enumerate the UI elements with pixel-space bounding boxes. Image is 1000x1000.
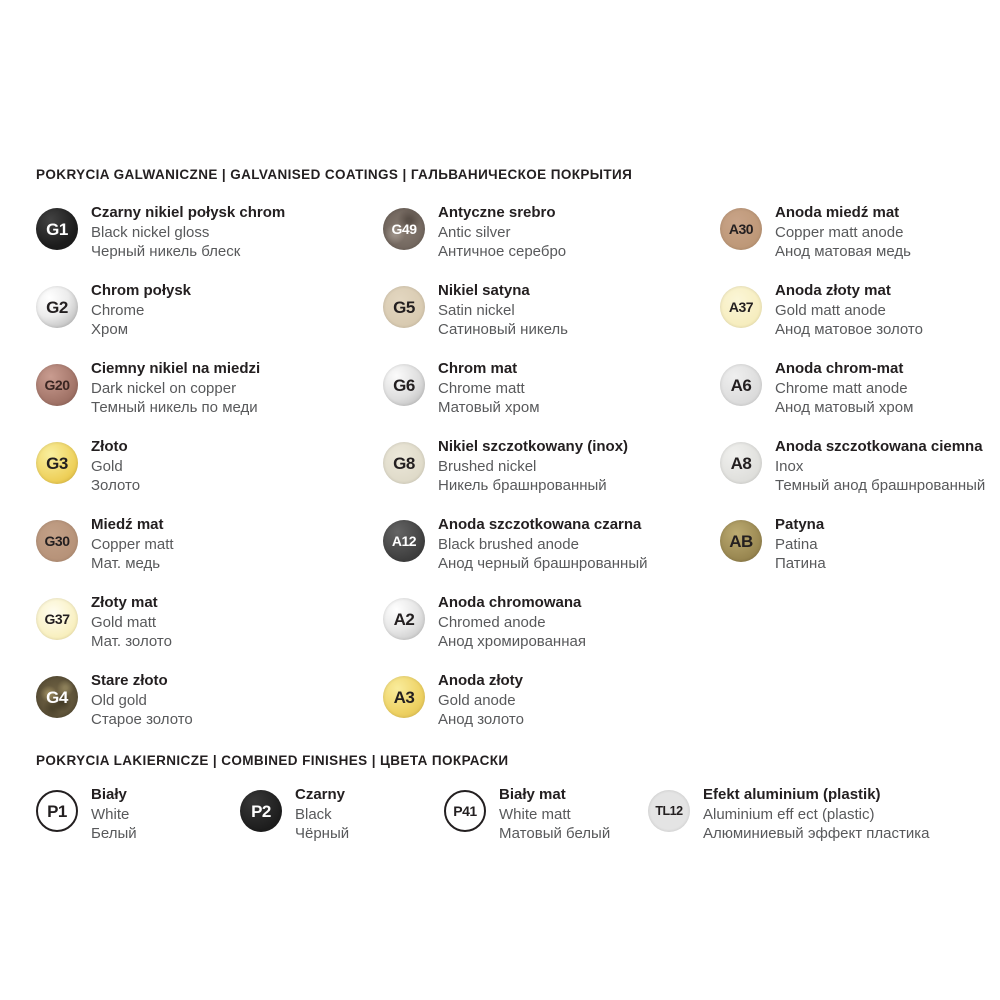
swatch-code-label: G49 — [391, 221, 417, 237]
finish-labels — [703, 784, 929, 844]
finish-name-polish: Biały — [91, 786, 127, 803]
finish-item-a12 — [383, 514, 720, 592]
finish-name-polish: Chrom mat — [438, 360, 518, 377]
swatch-code-label: G8 — [393, 453, 415, 473]
finish-name-polish: Anoda szczotkowana ciemna — [775, 438, 983, 455]
finish-name-english: Patina — [775, 535, 818, 553]
lacquer-row — [36, 784, 929, 844]
finish-name-polish: Anoda chrom-mat — [775, 360, 904, 377]
finish-item-g20 — [36, 358, 383, 436]
finish-item-a3 — [383, 670, 720, 748]
swatch-circle-p2 — [240, 790, 282, 832]
finish-name-russian: Анод золото — [438, 711, 524, 728]
finish-name-english: Aluminium eff ect (plastic) — [703, 805, 875, 823]
finish-labels — [91, 514, 174, 574]
finish-name-english: White — [91, 805, 130, 823]
swatch-circle-g5 — [383, 286, 425, 328]
swatch-code-label: A37 — [728, 299, 754, 315]
swatch-circle-g4 — [36, 676, 78, 718]
finish-item-g2 — [36, 280, 383, 358]
finish-name-russian: Темный никель по меди — [91, 399, 258, 416]
swatch-code-label: G4 — [46, 687, 68, 707]
finish-name-polish: Anoda złoty — [438, 672, 523, 689]
finish-name-english: Satin nickel — [438, 301, 515, 319]
finish-name-polish: Stare złoto — [91, 672, 168, 689]
finish-name-english: Chromed anode — [438, 613, 546, 631]
finish-name-polish: Złoty mat — [91, 594, 158, 611]
finish-name-russian: Никель брашнрованный — [438, 477, 607, 494]
finish-labels — [91, 280, 191, 340]
finish-item-g6 — [383, 358, 720, 436]
finish-name-russian: Алюминиевый эффект пластика — [703, 825, 930, 842]
swatch-code-label: G2 — [46, 297, 68, 317]
finish-name-russian: Анод матовая медь — [775, 243, 911, 260]
finish-name-polish: Nikiel satyna — [438, 282, 530, 299]
swatch-circle-g8 — [383, 442, 425, 484]
swatch-code-label: P2 — [251, 801, 271, 821]
swatch-code-label: G37 — [44, 611, 70, 627]
finish-labels — [295, 784, 349, 844]
swatch-circle-a3 — [383, 676, 425, 718]
finish-item-g3 — [36, 436, 383, 514]
galvanic-column-2 — [383, 202, 720, 748]
swatch-code-label: AB — [729, 531, 753, 551]
finish-item-g8 — [383, 436, 720, 514]
finish-name-russian: Анод матовое золото — [775, 321, 923, 338]
finish-name-russian: Матовый белый — [499, 825, 611, 842]
finish-labels — [438, 280, 568, 340]
finish-item-a37 — [720, 280, 1000, 358]
finish-item-g37 — [36, 592, 383, 670]
galvanic-column-1 — [36, 202, 383, 748]
finish-name-russian: Белый — [91, 825, 137, 842]
swatch-circle-g6 — [383, 364, 425, 406]
swatch-circle-a6 — [720, 364, 762, 406]
finish-name-english: Chrome — [91, 301, 145, 319]
swatch-code-label: G20 — [44, 377, 70, 393]
finish-name-english: Inox — [775, 457, 804, 475]
finish-name-russian: Патина — [775, 555, 826, 572]
finish-item-a8 — [720, 436, 1000, 514]
finish-name-polish: Anoda miedź mat — [775, 204, 900, 221]
finish-name-russian: Анод черный брашнрованный — [438, 555, 648, 572]
finish-labels — [91, 592, 172, 652]
finish-name-polish: Czarny — [295, 786, 346, 803]
swatch-code-label: P41 — [453, 803, 477, 819]
finish-name-russian: Анод матовый хром — [775, 399, 914, 416]
swatch-code-label: TL12 — [655, 803, 683, 818]
swatch-circle-g3 — [36, 442, 78, 484]
swatch-code-label: A30 — [728, 221, 754, 237]
finish-name-polish: Efekt aluminium (plastik) — [703, 786, 881, 803]
finish-name-russian: Золото — [91, 477, 141, 494]
finish-name-english: Dark nickel on copper — [91, 379, 237, 397]
finish-labels — [775, 514, 826, 574]
finish-name-english: Black brushed anode — [438, 535, 579, 553]
finish-name-polish: Patyna — [775, 516, 825, 533]
swatch-circle-g20 — [36, 364, 78, 406]
swatch-circle-ab — [720, 520, 762, 562]
finish-labels — [91, 358, 260, 418]
finish-item-p2 — [240, 784, 444, 844]
swatch-circle-a8 — [720, 442, 762, 484]
swatch-circle-a37 — [720, 286, 762, 328]
swatch-code-label: P1 — [47, 801, 67, 821]
finish-labels — [438, 202, 566, 262]
galvanic-finishes-grid — [36, 202, 1000, 748]
galvanic-column-3 — [720, 202, 1000, 748]
swatch-code-label: A6 — [730, 375, 752, 395]
finish-name-english: Chrome matt — [438, 379, 525, 397]
swatch-code-label: A3 — [393, 687, 415, 707]
swatch-code-label: G3 — [46, 453, 68, 473]
finish-labels — [775, 202, 911, 262]
finish-name-polish: Biały mat — [499, 786, 566, 803]
finish-name-polish: Anoda chromowana — [438, 594, 582, 611]
finish-name-english: Gold matt anode — [775, 301, 886, 319]
finish-item-g5 — [383, 280, 720, 358]
finish-item-g4 — [36, 670, 383, 748]
finish-item-g1 — [36, 202, 383, 280]
finish-item-p1 — [36, 784, 240, 844]
swatch-circle-g37 — [36, 598, 78, 640]
finish-name-russian: Черный никель блеск — [91, 243, 241, 260]
finish-name-english: Copper matt — [91, 535, 174, 553]
finish-name-russian: Мат. медь — [91, 555, 161, 572]
finish-labels — [91, 670, 193, 730]
swatch-circle-p1 — [36, 790, 78, 832]
swatch-circle-tl12 — [648, 790, 690, 832]
finish-labels — [438, 592, 586, 652]
finish-labels — [91, 202, 285, 262]
finish-name-english: Gold anode — [438, 691, 516, 709]
finish-name-english: Black nickel gloss — [91, 223, 210, 241]
finish-labels — [438, 358, 540, 418]
swatch-circle-p41 — [444, 790, 486, 832]
finish-item-g30 — [36, 514, 383, 592]
finish-name-russian: Темный анод брашнрованный — [775, 477, 986, 494]
swatch-code-label: A12 — [391, 533, 417, 549]
finish-name-polish: Miedź mat — [91, 516, 164, 533]
finish-name-english: Gold — [91, 457, 123, 475]
finish-name-english: Old gold — [91, 691, 147, 709]
finish-labels — [775, 436, 985, 496]
swatch-code-label: G30 — [44, 533, 70, 549]
finish-name-polish: Ciemny nikiel na miedzi — [91, 360, 261, 377]
finish-name-russian: Старое золото — [91, 711, 193, 728]
swatch-circle-g2 — [36, 286, 78, 328]
finish-item-ab — [720, 514, 1000, 592]
finish-item-tl12 — [648, 784, 929, 844]
swatch-circle-g49 — [383, 208, 425, 250]
finish-name-polish: Złoto — [91, 438, 128, 455]
swatch-circle-a12 — [383, 520, 425, 562]
finish-name-polish: Anoda szczotkowana czarna — [438, 516, 642, 533]
lacquer-section-title: POKRYCIA LAKIERNICZE | COMBINED FINISHES | ЦВЕТА ПОКРАСКИ — [36, 753, 509, 769]
finish-labels — [91, 784, 137, 844]
finish-name-russian: Сатиновый никель — [438, 321, 568, 338]
swatch-code-label: G5 — [393, 297, 415, 317]
finish-labels — [438, 670, 524, 730]
finish-name-english: Copper matt anode — [775, 223, 904, 241]
finish-name-english: Gold matt — [91, 613, 157, 631]
finish-item-a6 — [720, 358, 1000, 436]
finish-labels — [438, 514, 647, 574]
finish-name-english: Antic silver — [438, 223, 511, 241]
finish-name-polish: Nikiel szczotkowany (inox) — [438, 438, 629, 455]
swatch-circle-a30 — [720, 208, 762, 250]
finish-item-a30 — [720, 202, 1000, 280]
finish-labels — [438, 436, 628, 496]
swatch-code-label: A8 — [730, 453, 752, 473]
finish-labels — [499, 784, 610, 844]
finish-name-russian: Античное серебро — [438, 243, 567, 260]
finish-name-russian: Хром — [91, 321, 129, 338]
galvanic-section-title: POKRYCIA GALWANICZNE | GALVANISED COATINGS | ГАЛЬВАНИЧЕСКОЕ ПОКРЫТИЯ — [36, 167, 633, 183]
finish-name-polish: Antyczne srebro — [438, 204, 556, 221]
finish-name-russian: Анод хромированная — [438, 633, 586, 650]
finish-labels — [775, 358, 913, 418]
finish-name-english: Chrome matt anode — [775, 379, 908, 397]
swatch-code-label: A2 — [393, 609, 415, 629]
swatch-circle-g1 — [36, 208, 78, 250]
swatch-circle-g30 — [36, 520, 78, 562]
finish-name-polish: Anoda złoty mat — [775, 282, 891, 299]
finish-name-polish: Czarny nikiel połysk chrom — [91, 204, 286, 221]
finish-item-a2 — [383, 592, 720, 670]
finish-item-p41 — [444, 784, 648, 844]
finish-name-russian: Матовый хром — [438, 399, 540, 416]
finish-item-g49 — [383, 202, 720, 280]
finish-labels — [91, 436, 140, 496]
finish-name-russian: Чёрный — [295, 825, 350, 842]
swatch-circle-a2 — [383, 598, 425, 640]
finish-name-polish: Chrom połysk — [91, 282, 192, 299]
finish-name-english: Black — [295, 805, 332, 823]
finish-name-english: White matt — [499, 805, 571, 823]
swatch-code-label: G1 — [46, 219, 68, 239]
finish-labels — [775, 280, 923, 340]
finish-name-russian: Мат. золото — [91, 633, 172, 650]
swatch-code-label: G6 — [393, 375, 415, 395]
finish-name-english: Brushed nickel — [438, 457, 537, 475]
